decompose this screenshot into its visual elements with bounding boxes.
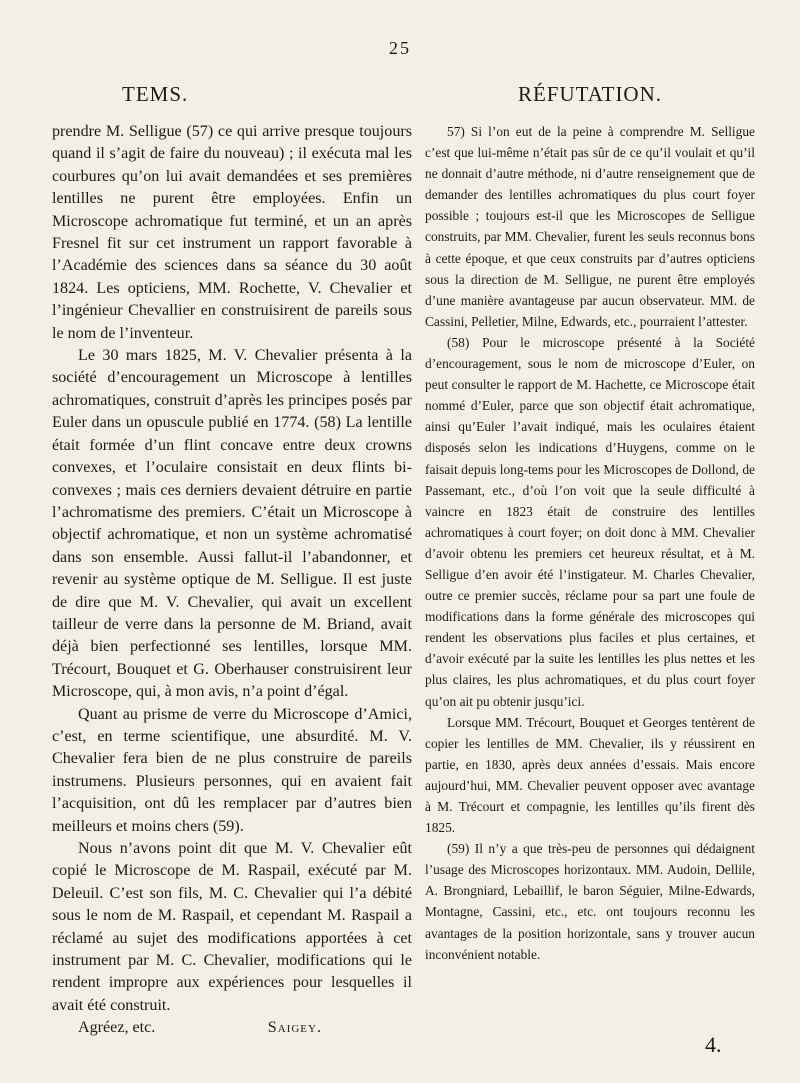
footnote-58: (58) Pour le microscope présenté à la Société d’encouragement, sous le nom de microscope d’Euler, on peut consulter le rapport de M. Hachette, ce Microscope était nommé d’Euler, parce que son objectif était achromatique, ainsi qu’Euler l’avait indiqué, mais les oculaires étaient disposés selon les indications d’Huygens, comme on le faisait depuis long-tems pour les Microscopes de Dollond, de Passemant, etc., d’où l’on voit que la seule difficulté à vaincre en 1823 était de construire des lentilles achromatiques à court foyer; on doit donc à MM. Chevalier d’avoir obtenu les premiers cet heureux résultat, et à M. Selligue d’en avoir été l’instigateur. M. Charles Chevalier, outre ce premier succès, réclame pour sa part une foule de modifications dans la forme générale des microscopes qui rendent les observations plus faciles et plus certaines, et d’avoir exécuté par la suite les lentilles les plus nettes et les plus claires, les plus achromatiques, et du plus court foyer qu’on ait pu obtenir jusqu’ici. <box>425 334 755 709</box>
page-number: 25 <box>389 38 411 58</box>
left-paragraph: Le 30 mars 1825, M. V. Chevalier présenta à la société d’encouragement un Microscope à lentilles achromatiques, construit d’après les principes posés par Euler dans un opuscule publié en 1774. (58) La lentille était formée d’un flint concave entre deux crowns convexes, et l’oculaire consistait en deux flints bi-convexes ; mais ces derniers devaient détruire en partie l’achromatisme des premiers. C’était un Microscope à objectif achromatique, et non un système achromatisé dans son ensemble. Aussi fallut-il l’abandonner, et revenir au système optique de M. Selligue. Il est juste de dire que M. V. Chevalier, qui avait un excellent tailleur de verre dans la personne de M. Briand, avait déjà bien perfectionné ses lentilles, lorsque MM. Trécourt, Bouquet et G. Oberhauser construisirent leur Microscope, qui, à mon avis, n’a point d’égal. <box>52 347 412 701</box>
right-column-header: RÉFUTATION. <box>517 82 663 106</box>
signature: Saigey. <box>267 1019 322 1037</box>
right-column <box>425 82 755 965</box>
left-column-header: TEMS. <box>122 82 189 106</box>
left-paragraph: prendre M. Selligue (57) ce qui arrive presque toujours quand il s’agit de faire du nouveau) ; il exécuta mal les courbures qu’on lui avait demandées et ses premières lentilles ne purent être employées. Enfin un Microscope achromatique fut terminé, et un an après Fresnel fit sur cet instrument un rapport favorable à l’Académie des sciences dans sa séance du 30 août 1824. Les opticiens, MM. Rochette, V. Chevalier et l’ingénieur Chevallier en construisirent de pareils sous le nom de l’inventeur. <box>52 123 412 342</box>
footnote-57: 57) Si l’on eut de la peine à comprendre M. Selligue c’est que lui-même n’était pas sûr de ce qu’il voulait et qu’il ne donnait d’autre méthode, ni d’autre renseignement que de demander des lentilles achromatiques du plus court foyer possible ; toujours est-il que les Microscopes de Selligue construits, par MM. Chevalier, furent les seuls reconnus bons à cette époque, et que ceux construits par d’autres opticiens sous la direction de M. Selligue, ne purent être employés d’une manière avantageuse par aucun observateur. MM. de Cassini, Pelletier, Milne, Edwards, etc., pourraient l’attester. <box>425 124 755 329</box>
signature-folio: 4. <box>705 1032 722 1057</box>
footnote-58-continued: Lorsque MM. Trécourt, Bouquet et Georges tentèrent de copier les lentilles de MM. Chevalier, ils y réussirent en partie, en 1830, après deux années d’essais. Mais encore aujourd’hui, MM. Chevalier peuvent opposer avec avantage à M. Trécourt et compagnie, les lentilles qu’ils firent dès 1825. <box>425 714 755 836</box>
signature-line <box>52 1017 412 1039</box>
left-paragraph: Nous n’avons point dit que M. V. Chevalier eût copié le Microscope de M. Raspail, exécuté par M. Deleuil. C’est son fils, M. C. Chevalier qui l’a débité sous le nom de M. Raspail, et cependant M. Raspail a réclamé au sujet des modifications apportées à cet instrument par M. C. Chevalier, modifications qui le rendent impropre aux expériences pour lesquelles il avait été construit. <box>52 840 412 1014</box>
closing-salutation: Agréez, etc. <box>78 1019 156 1037</box>
footnote-59: (59) Il n’y a que très-peu de personnes qui dédaignent l’usage des Microscopes horizontaux. MM. Audoin, Dellile, A. Brongniard, Lebaillif, le baron Séguier, Milne-Edwards, Montagne, Cassini, etc., etc. ont toujours reconnu les avantages de la position horizontale, sans y trouver aucun inconvénient notable. <box>425 841 755 962</box>
left-column <box>52 82 412 1039</box>
left-paragraph: Quant au prisme de verre du Microscope d’Amici, c’est, en terme scientifique, une absurdité. M. V. Chevalier fera bien de ne plus construire de pareils instrumens. Plusieurs personnes, qui en avaient fait l’acquisition, ont dû les remplacer par d’autres bien meilleurs et moins chers (59). <box>52 705 412 835</box>
